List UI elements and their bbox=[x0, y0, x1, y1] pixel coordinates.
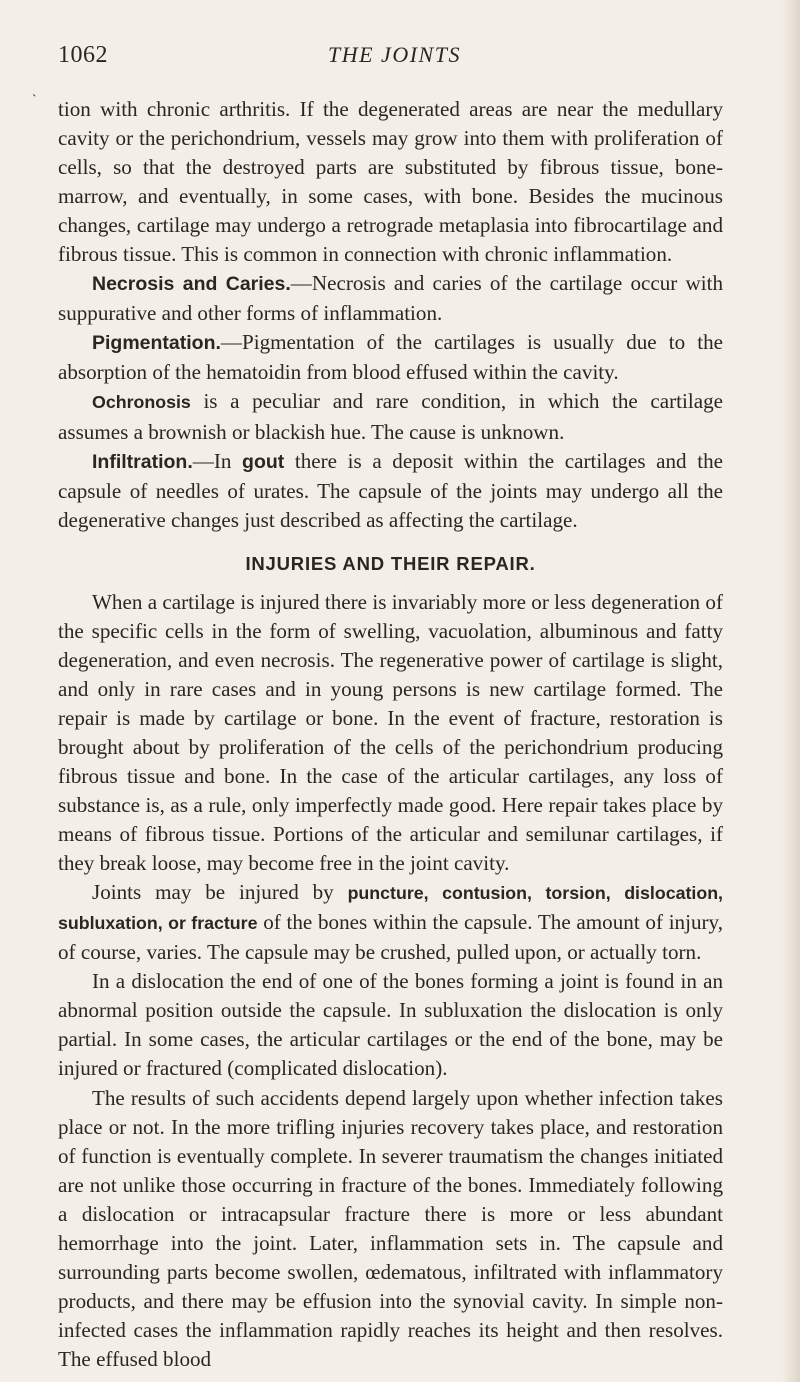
paragraph-necrosis bbox=[58, 269, 723, 328]
runin-heading: Infiltration. bbox=[92, 450, 193, 473]
running-head: THE JOINTS bbox=[328, 42, 461, 67]
page-header bbox=[58, 42, 718, 82]
term-gout: gout bbox=[242, 450, 285, 473]
paragraph-text: —In bbox=[192, 448, 243, 473]
paragraph-text: When a cartilage is injured there is invariably more or less degeneration of the specific cells in the form of swelling, vacuolation, albuminous and fatty degeneration, and even necrosis. The regenerative power of cartilage is slight, and only in rare cases and in young persons is new cartilage formed. The repair is made by cartilage or bone. In the event of fracture, restoration is brought about by proliferation of the cells of the perichondrium producing fibrous tissue and bone. In the case of the articular cartilages, any loss of substance is, as a rule, only imperfectly made good. Here repair takes place by means of fibrous tissue. Portions of the articular and semilunar cartilages, if they break loose, may become free in the joint cavity. bbox=[58, 589, 723, 876]
paragraph-dislocation bbox=[58, 967, 723, 1083]
runin-heading: Ochronosis bbox=[92, 392, 191, 413]
paragraph-text: is a peculiar and rare condition, in which the cartilage assumes a brownish or blackish hue. The cause is unknown. bbox=[58, 389, 723, 444]
page-number: 1062 bbox=[58, 42, 108, 68]
runin-heading: Pigmentation. bbox=[92, 332, 221, 355]
page-edge-shadow bbox=[782, 0, 800, 1382]
paragraph-text: —Necrosis and caries of the cartilage occur with suppurative and other forms of inflammation. bbox=[58, 271, 723, 326]
paragraph-infiltration bbox=[58, 447, 723, 535]
paragraph-text: The results of such accidents depend largely upon whether infection takes place or not. In the more trifling injuries recovery takes place, and restoration of function is eventually complete. In severer traumatism the changes initiated are not unlike those occurring in fracture of the bones. Immediately following a dislocation or intracapsular fracture there is more or less abundant hemorrhage into the joint. Later, inflammation sets in. The capsule and surrounding parts become swollen, œdematous, infiltrated with inflammatory products, and there may be effusion into the synovial cavity. In simple non-infected cases the inflammation rapidly reaches its height and then resolves. The effused blood bbox=[58, 1085, 723, 1371]
section-heading: INJURIES AND THEIR REPAIR. bbox=[245, 552, 536, 574]
paragraph-text: of the bones within the capsule. The amount of injury, of course, varies. The capsule may be crushed, pulled upon, or actually torn. bbox=[58, 910, 723, 965]
injury-terms: puncture, contusion, torsion, dislocation, subluxation, or fracture bbox=[58, 883, 723, 934]
paragraph-text: tion with chronic arthritis. If the degenerated areas are near the medullary cavity or the perichondrium, vessels may grow into them with proliferation of cells, so that the destroyed parts are substituted by fibrous tissue, bone-marrow, and eventually, in some cases, with bone. Besides the mucinous changes, cartilage may undergo a retrograde metaplasia into fibrocartilage and fibrous tissue. This is common in connection with chronic inflammation. bbox=[58, 97, 723, 267]
runin-heading: Necrosis and Caries. bbox=[92, 273, 291, 296]
paragraph-pigmentation bbox=[58, 328, 723, 387]
paragraph-text: —Pigmentation of the cartilages is usually due to the absorption of the hematoidin from blood effused within the cavity. bbox=[58, 330, 723, 385]
paragraph-text: there is a deposit within the cartilages and the capsule of needles of urates. The capsule of the joints may undergo all the degenerative changes just described as affecting the cartilage. bbox=[58, 448, 723, 532]
margin-mark-icon: ˋ bbox=[32, 93, 37, 108]
paragraph-injury-repair bbox=[58, 588, 723, 878]
paragraph-continuation bbox=[58, 95, 723, 269]
paragraph-ochronosis bbox=[58, 387, 723, 446]
body-text bbox=[58, 95, 723, 1374]
paragraph-text: In a dislocation the end of one of the bones forming a joint is found in an abnormal position outside the capsule. In subluxation the dislocation is only partial. In some cases, the articular cartilages or the end of the bone, may be injured or fractured (complicated dislocation). bbox=[58, 969, 723, 1081]
paragraph-joint-injuries bbox=[58, 878, 723, 967]
paragraph-text: Joints may be injured by bbox=[92, 880, 348, 905]
paragraph-results bbox=[58, 1084, 723, 1374]
